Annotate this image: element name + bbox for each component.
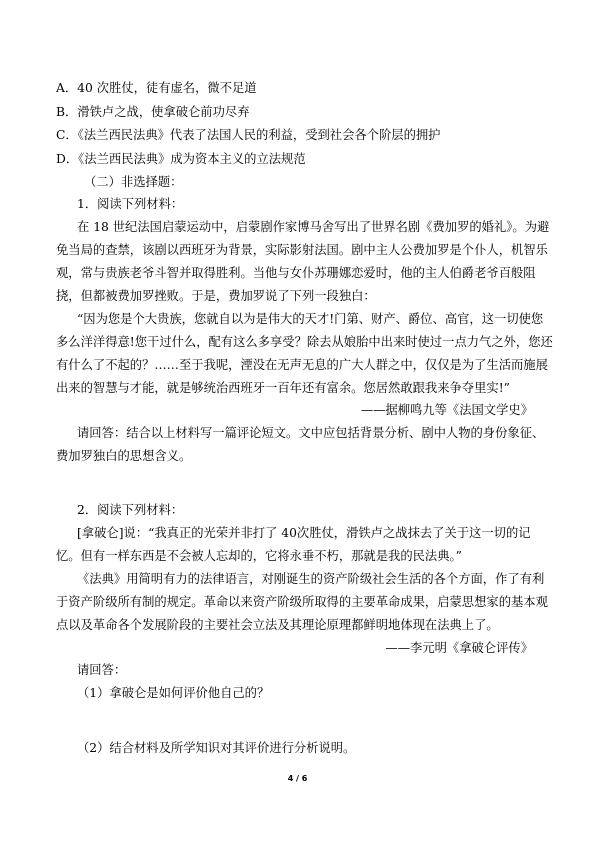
option-b: B．滑铁卢之战，使拿破仑前功尽弃 [56,105,250,119]
q1-source: ——据柳鸣九等《法国文学史》 [360,403,533,417]
option-d: D．《法兰西民法典》成为资本主义的立法规范 [56,152,306,166]
q1-quote-line: 多么洋洋得意!您干过什么，配有这么多享受？除去从娘胎中出来时使过一点力气之外，您还 [56,335,553,349]
q1-paragraph-line: 免当局的查禁，该剧以西班牙为背景，实际影射法国。剧中主人公费加罗是个仆人，机智乐 [56,243,548,257]
q1-quote-line: 出来的智慧与才能，就是够统治西班牙一百年还有富余。您居然敢跟我来争夺里实!” [56,381,510,395]
q2-paragraph-line: 于资产阶级所有制的规定。革命以来资产阶级所取得的主要革命成果，启蒙思想家的基本观 [56,595,548,609]
page-number: 4 / 6 [287,774,308,783]
q1-paragraph-line: 挠，但都被费加罗挫败。于是，费加罗说了下列一段独白： [56,289,376,303]
q1-paragraph-line: 观，常与贵族老爷斗智并取得胜利。当他与女仆苏珊娜恋爱时，他的主人伯爵老爷百般阻 [56,266,536,280]
q2-sub-question-2: （2）结合材料及所学知识对其评价进行分析说明。 [77,741,356,755]
q1-quote-line: 有什么了不起的？……至于我呢，湮没在无声无息的广大人群之中，仅仅是为了生活而施展 [56,358,548,372]
option-a: A．40 次胜仗，徒有虚名，微不足道 [56,81,257,95]
option-c: C．《法兰西民法典》代表了法国人民的利益，受到社会各个阶层的拥护 [56,128,441,142]
q2-paragraph-line: 《法典》用简明有力的法律语言，对刚诞生的资产阶级社会生活的各个方面，作了有利 [77,572,545,586]
q1-quote-line: “因为您是个大贵族，您就自以为是伟大的天才!门第、财产、爵位、高官，这一切使您 [77,312,544,326]
q2-quote-line: 忆。但有一样东西是不会被人忘却的，它将永垂不朽，那就是我的民法典。” [56,549,462,563]
q2-quote-line: [拿破仑]说：“我真正的光荣并非打了 40次胜仗，滑铁卢之战抹去了关于这一切的记 [77,526,531,540]
q1-prompt-line: 费加罗独白的思想含义。 [56,449,192,463]
q1-prompt-line: 请回答：结合以上材料写一篇评论短文。文中应包括背景分析、剧中人物的身份象征、 [77,426,545,440]
section-title: （二）非选择题： [84,175,183,189]
q1-paragraph-line: 在 18 世纪法国启蒙运动中，启蒙剧作家博马舍写出了世界名剧《费加罗的婚礼》。为避 [77,220,550,234]
q2-paragraph-line: 点以及革命各个发展阶段的主要社会立法及其理论原理都鲜明地体现在法典上了。 [56,618,499,632]
q2-heading: 2．阅读下列材料： [77,503,184,517]
q1-heading: 1．阅读下列材料： [77,197,184,211]
q2-sub-question-1: （1）拿破仑是如何评价他自己的？ [77,686,270,700]
q2-source: ——李元明《拿破仑评传》 [385,641,533,655]
q2-prompt: 请回答： [77,663,127,677]
